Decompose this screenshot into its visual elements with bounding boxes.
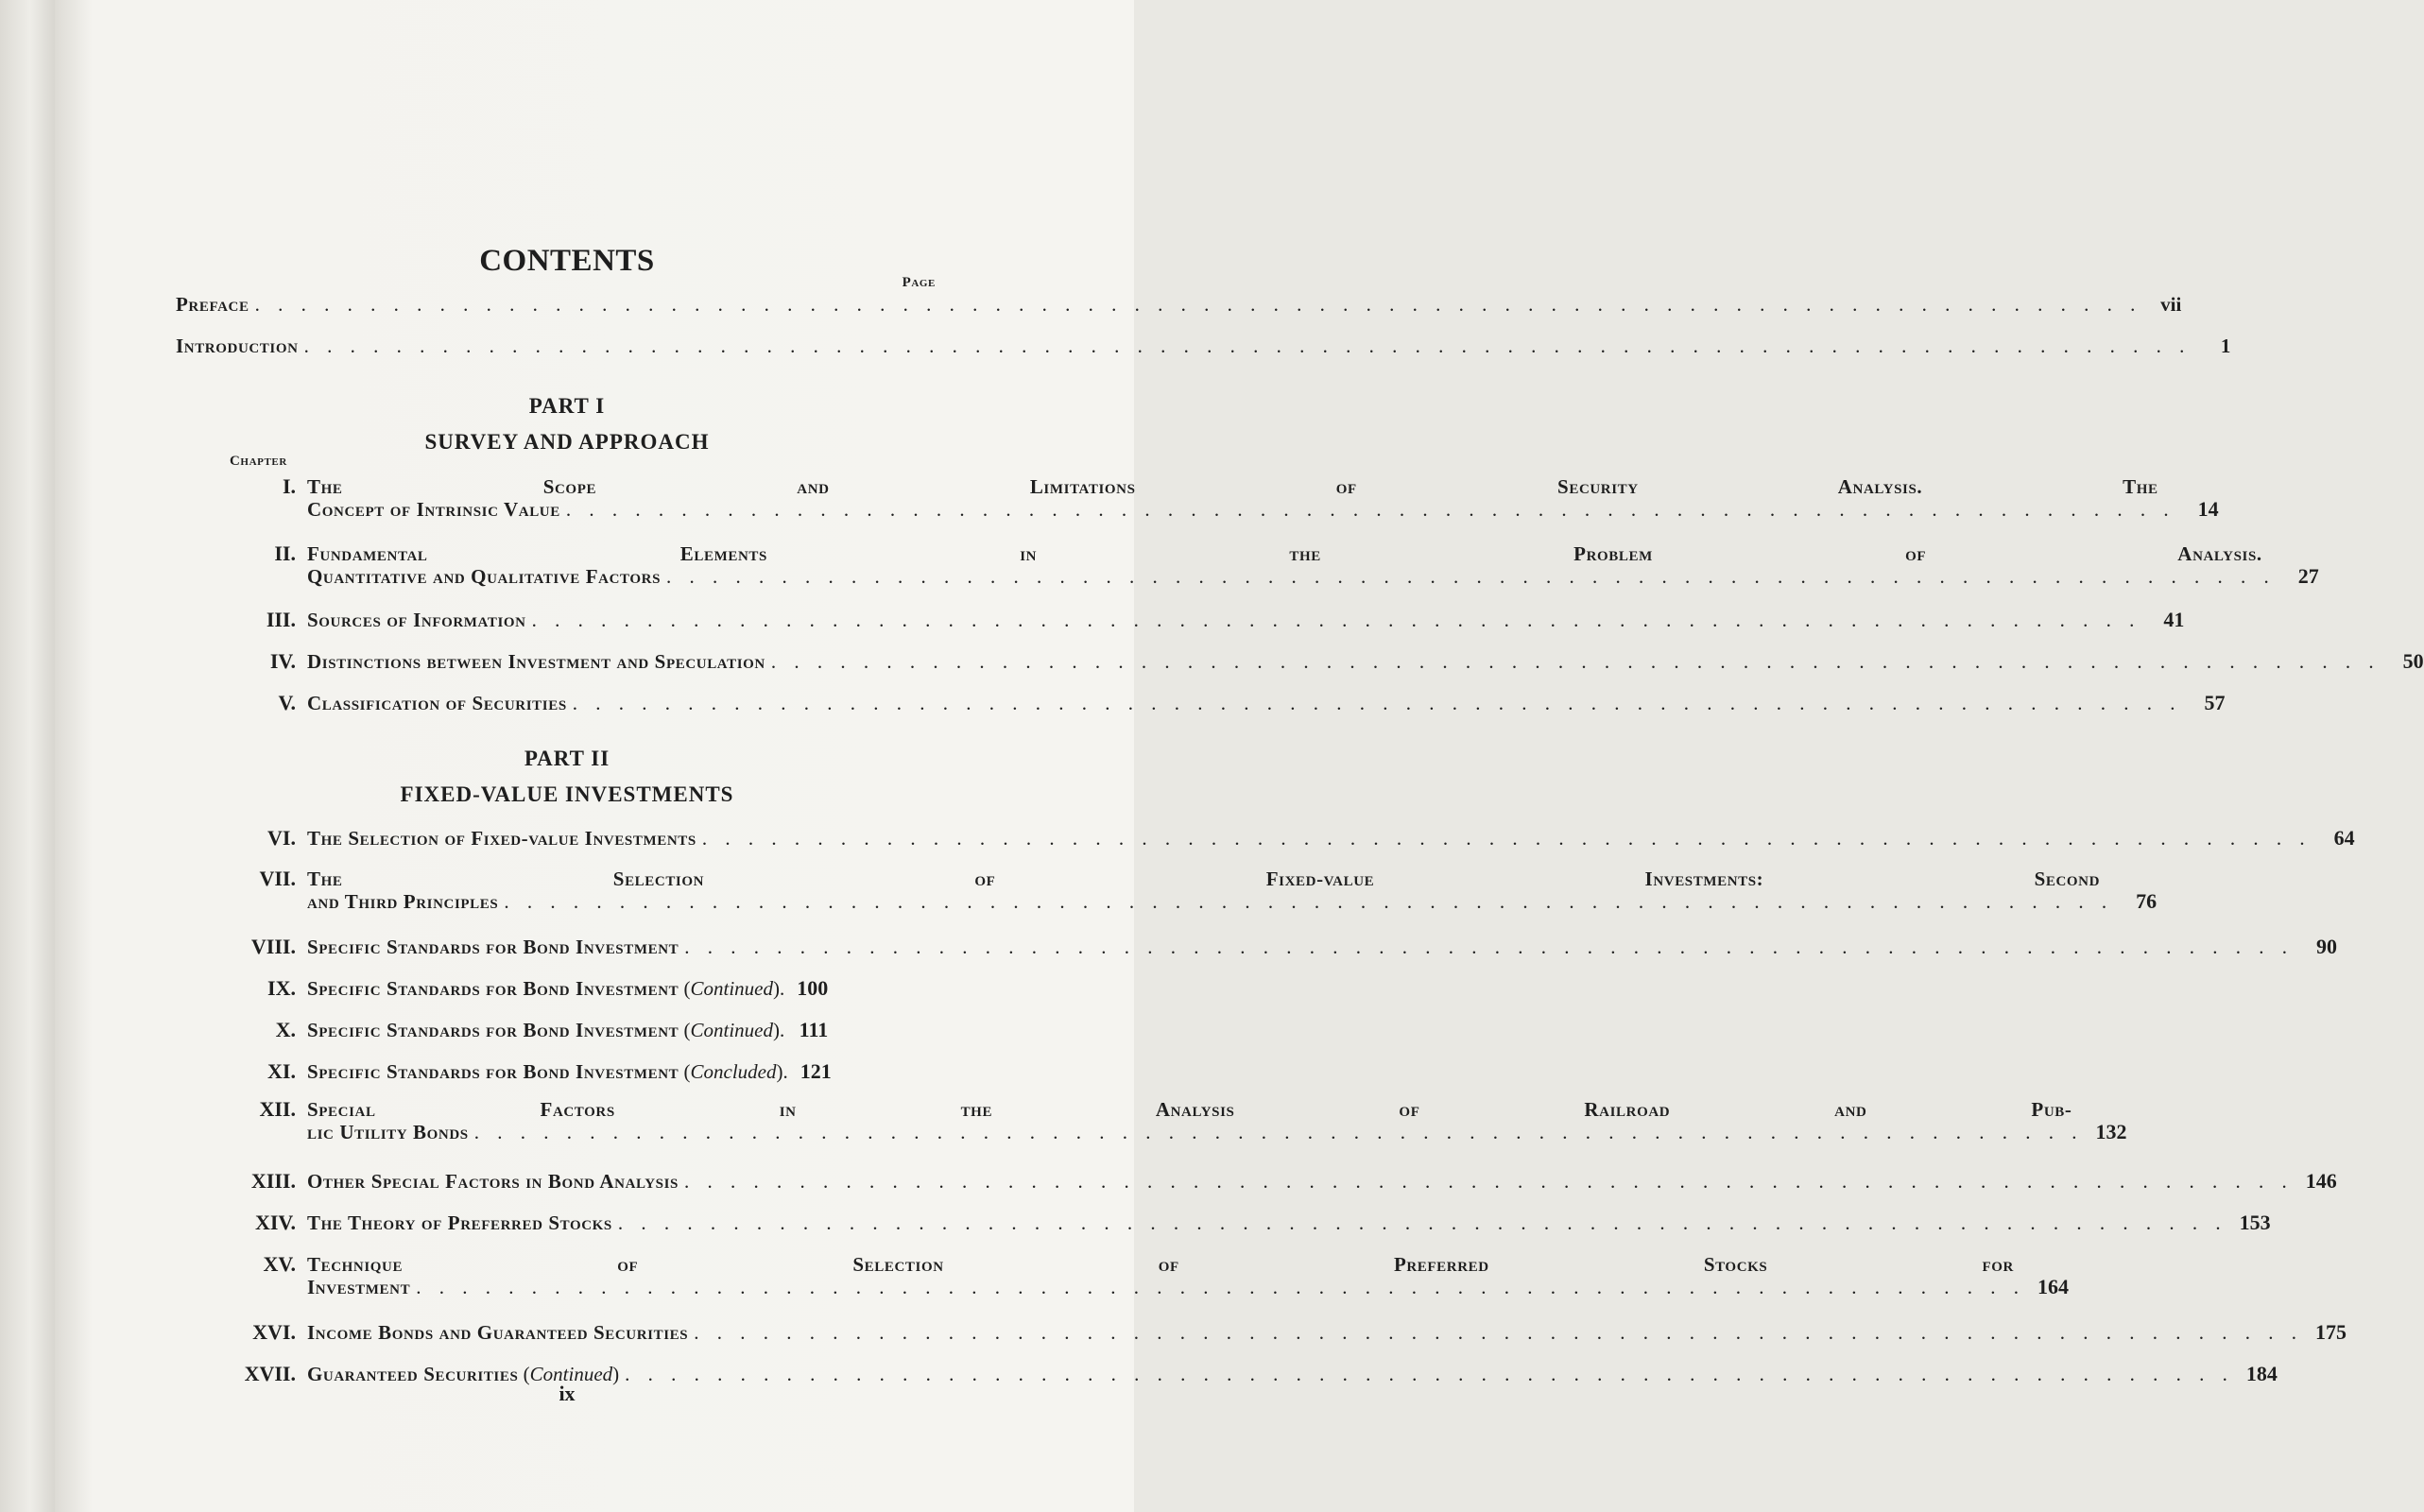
chapter-number: X. — [275, 1018, 296, 1041]
part-label: PART II — [524, 747, 610, 770]
chapter-title-line1: Fundamental Elements in the Problem of Analysis. — [307, 542, 2262, 565]
chapter-title-italic: Continued — [529, 1363, 613, 1385]
toc-chapter-5[interactable] — [217, 691, 2226, 714]
chapter-number: IV. — [269, 649, 296, 673]
chapter-number: XII. — [259, 1097, 296, 1121]
chapter-title-line2: lic Utility Bonds — [307, 1121, 469, 1143]
bleed-through-text — [236, 94, 241, 114]
chapter-title: Distinctions between Investment and Speculation — [307, 650, 765, 673]
chapter-title: The Theory of Preferred Stocks — [307, 1211, 612, 1234]
chapter-number: XVII. — [244, 1362, 296, 1385]
chapter-number: III. — [266, 608, 296, 631]
leader-dots — [771, 650, 2381, 673]
chapter-title: Classification of Securities — [307, 692, 567, 714]
chapter-title-italic: Continued — [690, 1019, 773, 1041]
toc-entry-label: Preface — [176, 293, 249, 316]
toc-page-number: 121 — [799, 1059, 832, 1083]
toc-entry-introduction[interactable] — [176, 335, 2231, 357]
leader-dots — [684, 1170, 2294, 1193]
toc-chapter-14[interactable] — [217, 1211, 2271, 1234]
toc-chapter-3[interactable] — [217, 608, 2185, 631]
leader-dots — [255, 293, 2142, 316]
leader-dots — [694, 1321, 2303, 1344]
chapter-title: The Selection of Fixed-value Investments — [307, 827, 696, 850]
leader-dots — [304, 335, 2192, 357]
toc-page-number: 76 — [2136, 889, 2158, 913]
chapter-title-line1: Technique of Selection of Preferred Stocks for — [307, 1253, 2014, 1276]
toc-page-number: 175 — [2314, 1320, 2347, 1344]
chapter-title-line2: and Third Principles — [307, 890, 499, 913]
chapter-number: XV. — [263, 1252, 296, 1276]
chapter-column-header: Chapter — [230, 454, 287, 469]
toc-page-number: 132 — [2095, 1120, 2127, 1143]
toc-chapter-10[interactable]: X. Specific Standards for Bond Investment (Continued). 111 — [217, 1019, 945, 1041]
leader-dots — [684, 936, 2294, 958]
chapter-title: Specific Standards for Bond Investment — [307, 1019, 679, 1041]
toc-chapter-13[interactable] — [217, 1169, 2337, 1193]
toc-page-number: 90 — [2316, 935, 2337, 958]
toc-page-number: 50 — [2402, 649, 2424, 673]
toc-page-number: 100 — [797, 976, 829, 1000]
chapter-title-line1: The Scope and Limitations of Security Analysis. The — [307, 475, 2158, 498]
leader-dots — [416, 1276, 2025, 1298]
chapter-title: Specific Standards for Bond Investment — [307, 1060, 679, 1083]
leader-dots — [532, 609, 2141, 631]
toc-chapter-17[interactable]: XVII. Guaranteed Securities (Continued) . . . 184 — [217, 1363, 945, 1385]
chapter-title-line2: Investment — [307, 1276, 411, 1298]
toc-entry-preface[interactable] — [176, 293, 2182, 316]
toc-chapter-12[interactable] — [217, 1097, 2127, 1143]
chapter-number: V. — [278, 691, 296, 714]
chapter-number: IX. — [267, 976, 296, 1000]
toc-page-number: 1 — [2220, 335, 2231, 357]
leader-dots — [573, 692, 2182, 714]
chapter-title-italic: Concluded — [690, 1060, 777, 1083]
toc-page-number: 57 — [2204, 691, 2226, 714]
chapter-title: Income Bonds and Guaranteed Securities — [307, 1321, 689, 1344]
toc-chapter-9[interactable]: IX. Specific Standards for Bond Investment (Continued). 100 — [217, 977, 945, 1000]
leader-dots — [702, 827, 2312, 850]
chapter-number: XIII. — [250, 1169, 296, 1193]
leader-dots — [504, 890, 2113, 913]
toc-chapter-16[interactable] — [217, 1320, 2347, 1344]
chapter-title-line2: Concept of Intrinsic Value — [307, 498, 560, 521]
chapter-title: Sources of Information — [307, 609, 526, 631]
chapter-title-line2: Quantitative and Qualitative Factors — [307, 565, 662, 588]
chapter-number: XI. — [267, 1059, 296, 1083]
leader-dots — [618, 1211, 2227, 1234]
toc-chapter-7[interactable] — [217, 867, 2158, 913]
chapter-number: VI. — [267, 826, 296, 850]
page-number-folio: ix — [559, 1382, 576, 1405]
chapter-number: II. — [274, 541, 296, 565]
leader-dots — [666, 565, 2276, 588]
toc-page-number: 164 — [2037, 1275, 2069, 1298]
chapter-title: Specific Standards for Bond Investment — [307, 936, 679, 958]
page-column-header: Page — [902, 275, 936, 290]
toc-chapter-15[interactable] — [217, 1252, 2069, 1298]
toc-entry-label: Introduction — [176, 335, 299, 357]
toc-page-number: 27 — [2297, 564, 2319, 588]
chapter-number: XIV. — [254, 1211, 296, 1234]
chapter-number: VIII. — [250, 935, 296, 958]
toc-chapter-8[interactable] — [217, 935, 2337, 958]
toc-page-number: 111 — [799, 1018, 829, 1041]
page-title: CONTENTS — [479, 244, 655, 278]
chapter-title: Guaranteed Securities — [307, 1363, 519, 1385]
chapter-number: XVI. — [252, 1320, 296, 1344]
chapter-number: VII. — [259, 867, 296, 890]
chapter-title-line1: Special Factors in the Analysis of Railroad and Pub- — [307, 1098, 2072, 1121]
toc-page-number: 146 — [2305, 1169, 2337, 1193]
leader-dots — [566, 498, 2175, 521]
toc-chapter-1[interactable] — [217, 474, 2219, 521]
chapter-title-line1: The Selection of Fixed-value Investments: Second — [307, 868, 2101, 890]
chapter-title: Other Special Factors in Bond Analysis — [307, 1170, 679, 1193]
part-title: FIXED-VALUE INVESTMENTS — [400, 782, 734, 806]
toc-page-number: 14 — [2197, 497, 2219, 521]
toc-chapter-11[interactable]: XI. Specific Standards for Bond Investment (Concluded). 121 — [217, 1060, 945, 1083]
toc-page-number: 64 — [2333, 826, 2355, 850]
chapter-number: I. — [282, 474, 296, 498]
chapter-title: Specific Standards for Bond Investment — [307, 977, 679, 1000]
part-label: PART I — [528, 394, 606, 418]
part-title: SURVEY AND APPROACH — [424, 430, 710, 454]
toc-page-number: 184 — [2245, 1362, 2278, 1385]
chapter-title-italic: Continued — [690, 977, 773, 1000]
toc-chapter-6[interactable] — [217, 826, 2355, 850]
toc-page-number: vii — [2160, 293, 2182, 316]
toc-page-number: 153 — [2239, 1211, 2271, 1234]
toc-page-number: 41 — [2163, 608, 2185, 631]
toc-chapter-4[interactable] — [217, 649, 2424, 673]
toc-chapter-2[interactable] — [217, 541, 2319, 588]
leader-dots — [474, 1121, 2084, 1143]
